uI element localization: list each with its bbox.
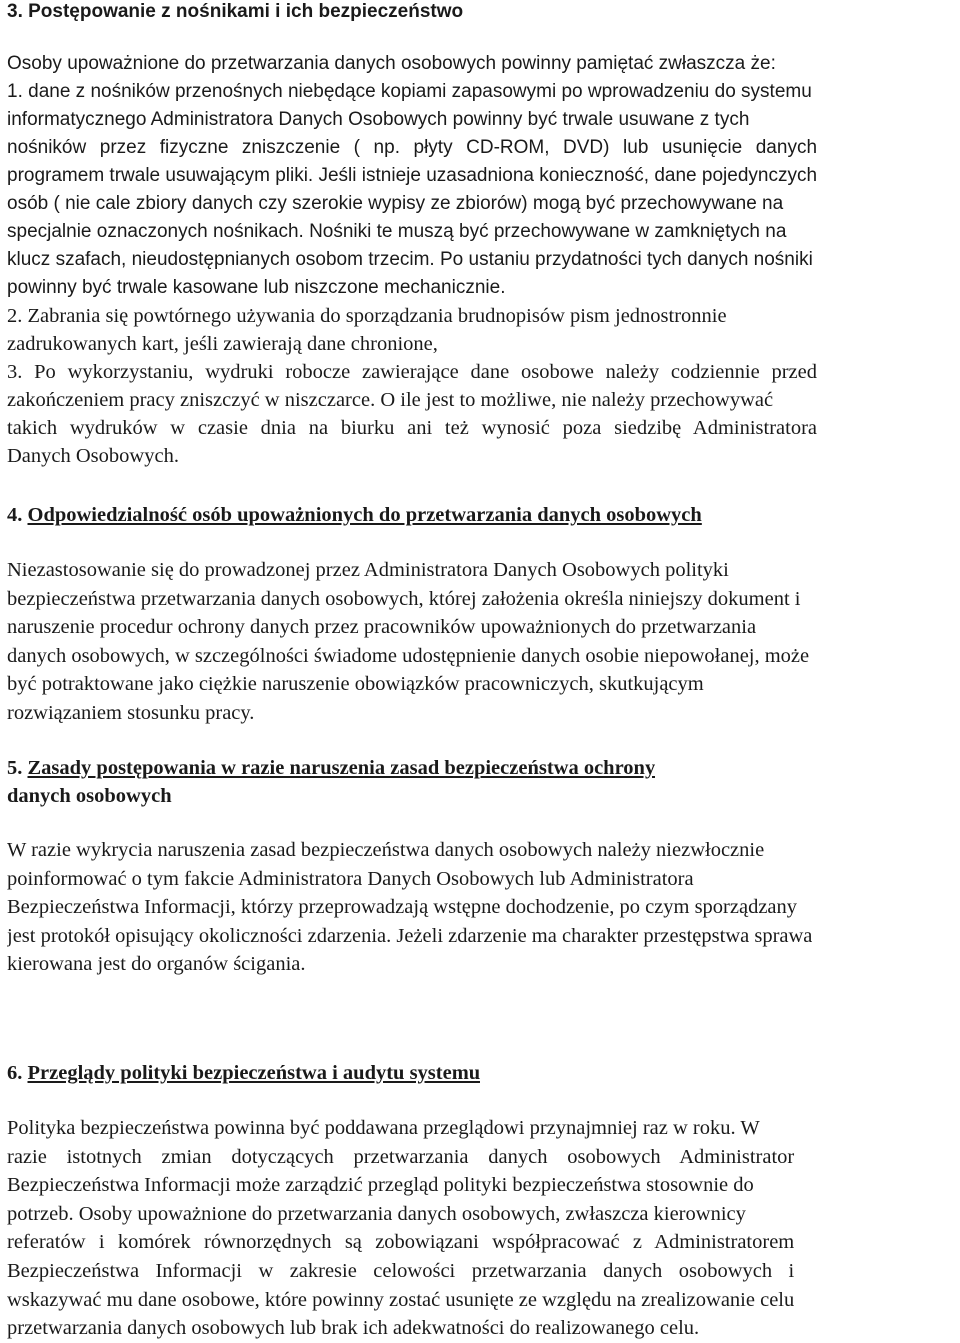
paragraph-line: bezpieczeństwa przetwarzania danych osobowych, której założenia określa niniejszy dokument i: [7, 587, 801, 610]
paragraph-line: zakończeniem pracy zniszczyć w niszczarce. O ile jest to możliwe, nie należy przechowywać: [7, 389, 774, 411]
paragraph-line: rozwiązaniem stosunku pracy.: [7, 701, 255, 724]
paragraph-line: wskazywać mu dane osobowe, które powinny zostać usunięte ze względu na zrealizowanie celu: [7, 1288, 795, 1311]
paragraph-line: jest protokół opisujący okoliczności zdarzenia. Jeżeli zdarzenie ma charakter przestępstwa sprawa: [7, 924, 813, 947]
paragraph-line: powinny być trwale kasowane lub niszczone mechanicznie.: [7, 277, 506, 298]
paragraph-line: W razie wykrycia naruszenia zasad bezpieczeństwa danych osobowych należy niezwłocznie: [7, 839, 765, 861]
section-number: 5.: [7, 757, 23, 779]
paragraph-line: nośników przez fizyczne zniszczenie ( np. płyty CD-ROM, DVD) lub usunięcie danych: [7, 137, 818, 158]
paragraph-line: specjalnie oznaczonych nośnikach. Nośniki te muszą być przechowywane w zamkniętych na: [7, 221, 787, 242]
paragraph-line: danych osobowych, w szczególności świadome udostępnienie danych osobie niepowołanej, może: [7, 644, 810, 667]
section-5-body: [7, 836, 812, 979]
paragraph-line: przetwarzania danych osobowych lub brak ich adekwatności do realizowanego celu.: [7, 1317, 700, 1340]
paragraph-line: Bezpieczeństwa Informacji może zarządzić przegląd polityki bezpieczeństwa stosownie do: [7, 1174, 754, 1197]
section-3-heading: 3. Postępowanie z nośnikami i ich bezpieczeństwo: [7, 1, 464, 22]
paragraph-line: naruszenie procedur ochrony danych przez pracowników upoważnionych do przetwarzania: [7, 616, 757, 639]
section-4-body: [7, 556, 809, 728]
paragraph-line: Bezpieczeństwa Informacji w zakresie celowości przetwarzania danych osobowych i: [7, 1259, 795, 1282]
paragraph-line: poinformować o tym fakcie Administratora Danych Osobowych lub Administratora: [7, 867, 694, 890]
paragraph-line: Niezastosowanie się do prowadzonej przez Administratora Danych Osobowych polityki: [7, 559, 729, 581]
paragraph-line: klucz szafach, nieudostępnianych osobom trzecim. Po ustaniu przydatności tych danych nośniki: [7, 249, 813, 270]
paragraph-line: Danych Osobowych.: [7, 445, 179, 467]
section-title: Zasady postępowania w razie naruszenia zasad bezpieczeństwa ochrony: [27, 757, 656, 779]
paragraph-line: takich wydruków w czasie dnia na biurku ani też wynosić poza siedzibę Administratora: [7, 417, 818, 439]
section-5-heading: [7, 754, 655, 810]
paragraph-line: osób ( nie cale zbiory danych czy szerokie wypisy ze zbiorów) mogą być przechowywane na: [7, 193, 784, 214]
paragraph-line: 1. dane z nośników przenośnych niebędące kopiami zapasowymi po wprowadzeniu do systemu: [7, 81, 812, 102]
paragraph-line: zadrukowanych kart, jeśli zawierają dane chronione,: [7, 333, 438, 355]
section-6-body: [7, 1114, 794, 1343]
paragraph-line: być potraktowane jako ciężkie naruszenie obowiązków pracowniczych, skutkującym: [7, 673, 704, 696]
paragraph-line: Polityka bezpieczeństwa powinna być poddawana przeglądowi przynajmniej raz w roku. W: [7, 1117, 760, 1139]
section-title: Przeglądy polityki bezpieczeństwa i audytu systemu: [27, 1062, 481, 1084]
section-4-heading: [7, 502, 702, 528]
paragraph-line: 2. Zabrania się powtórnego używania do sporządzania brudnopisów pism jednostronnie: [7, 305, 727, 327]
section-number: 4.: [7, 504, 23, 526]
paragraph-line: programem trwale usuwającym pliki. Jeśli istnieje uzasadniona konieczność, dane pojedynczych: [7, 165, 818, 186]
paragraph-line: Bezpieczeństwa Informacji, którzy przeprowadzają wstępne dochodzenie, po czym sporządzany: [7, 896, 798, 919]
paragraph-line: referatów i komórek równorzędnych są zobowiązani współpracować z Administratorem: [7, 1231, 795, 1254]
section-number: 6.: [7, 1062, 23, 1084]
paragraph-line: informatycznego Administratora Danych Osobowych powinny być trwale usuwane z tych: [7, 109, 750, 130]
section-3-body: [7, 50, 817, 470]
section-title: Odpowiedzialność osób upoważnionych do przetwarzania danych osobowych: [27, 504, 702, 526]
paragraph-line: 3. Po wykorzystaniu, wydruki robocze zawierające dane osobowe należy codziennie przed: [7, 361, 818, 383]
paragraph-line: razie istotnych zmian dotyczących przetwarzania danych osobowych Administrator: [7, 1145, 795, 1168]
section-6-heading: [7, 1060, 480, 1086]
paragraph-line: kierowana jest do organów ścigania.: [7, 953, 306, 976]
paragraph-line: Osoby upoważnione do przetwarzania danych osobowych powinny pamiętać zwłaszcza że:: [7, 53, 776, 74]
paragraph-line: potrzeb. Osoby upoważnione do przetwarzania danych osobowych, zwłaszcza kierownicy: [7, 1202, 746, 1225]
section-title-continued: danych osobowych: [7, 785, 172, 807]
